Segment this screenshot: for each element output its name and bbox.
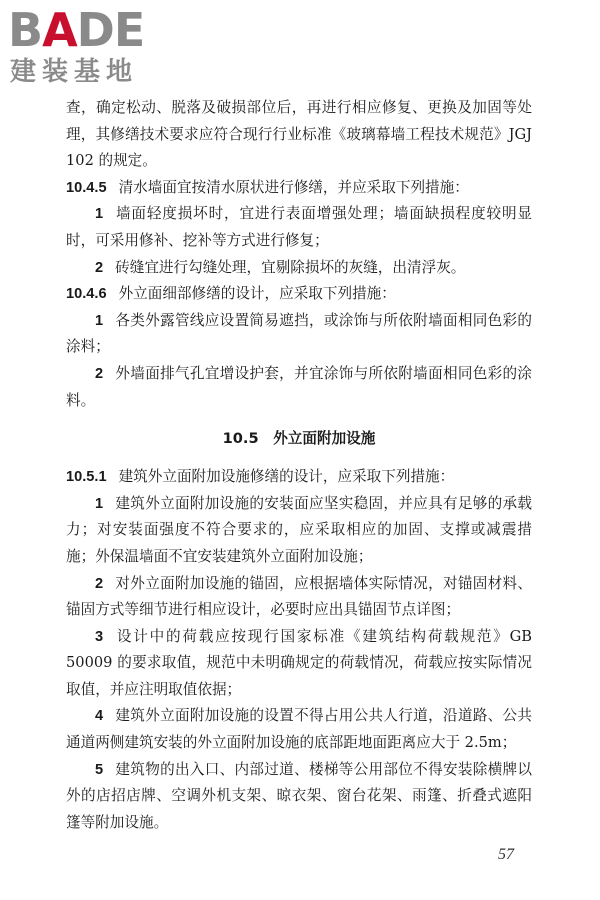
bade-logo (8, 4, 173, 90)
item-text: 砖缝宜进行勾缝处理，宜剔除损坏的灰缝，出清浮灰。 (115, 258, 466, 276)
section-heading-10-5: 10.5 外立面附加设施 (222, 430, 376, 448)
item-text: 外墙面排气孔宜增设护套，并宜涂饰与所依附墙面相同色彩的涂料。 (66, 364, 532, 409)
clause-10-4-5-item-2 (66, 255, 532, 282)
clause-number: 10.4.6 (66, 286, 107, 303)
clause-10-4-6 (66, 281, 532, 308)
clause-10-4-6-item-2 (66, 361, 532, 414)
item-text: 建筑外立面附加设施的安装面应坚实稳固，并应具有足够的承载力；对安装面强度不符合要求的，应采取相应的加固、支撑或减震措施；外保温墙面不宜安装建筑外立面附加设施； (66, 494, 532, 565)
item-number: 1 (95, 495, 104, 512)
item-number: 2 (95, 365, 104, 382)
clause-number: 10.5.1 (66, 469, 107, 486)
item-text: 建筑外立面附加设施的设置不得占用公共人行道，沿道路、公共通道两侧建筑安装的外立面附加设施的底部距地面距离应大于 2.5m； (66, 707, 532, 752)
item-number: 1 (95, 312, 104, 329)
clause-10-5-1-item-2 (66, 571, 532, 624)
clause-number: 10.4.5 (66, 179, 107, 196)
continued-paragraph: 查，确定松动、脱落及破损部位后，再进行相应修复、更换及加固等处理，其修缮技术要求应符合现行行业标准《玻璃幕墙工程技术规范》JGJ 102 的规定。 (66, 99, 532, 170)
clause-text: 清水墙面宜按清水原状进行修缮，并应采取下列措施： (118, 178, 469, 196)
clause-10-5-1-item-1 (66, 491, 532, 571)
clause-10-5-1-item-3 (66, 624, 532, 704)
logo-wordmark: BADE (8, 3, 145, 57)
clause-10-5-1-item-4 (66, 703, 532, 756)
clause-text: 外立面细部修缮的设计，应采取下列措施： (118, 285, 396, 303)
item-number: 4 (95, 708, 104, 725)
item-text: 建筑物的出入口、内部过道、楼梯等公用部位不得安装除横牌以外的店招店牌、空调外机支架、晾衣架、窗台花架、雨篷、折叠式遮阳篷等附加设施。 (66, 760, 532, 831)
clause-10-5-1-item-5 (66, 757, 532, 837)
item-text: 各类外露管线应设置简易遮挡，或涂饰与所依附墙面相同色彩的涂料； (66, 311, 532, 356)
item-number: 2 (95, 259, 104, 276)
item-text: 设计中的荷载应按现行国家标准《建筑结构荷载规范》GB 50009 的要求取值，规范中未明确规定的荷载情况，荷载应按实际情况取值，并应注明取值依据； (66, 627, 532, 698)
clause-10-4-5 (66, 175, 532, 202)
item-number: 3 (95, 628, 104, 645)
clause-10-4-5-item-1 (66, 201, 532, 254)
item-number: 1 (95, 206, 104, 223)
page-number: 57 (498, 846, 514, 863)
item-number: 2 (95, 575, 104, 592)
page-body (66, 95, 532, 836)
clause-10-4-6-item-1 (66, 308, 532, 361)
item-number: 5 (95, 761, 104, 778)
logo-subtitle: 建装基地 (10, 57, 139, 87)
clause-text: 建筑外立面附加设施修缮的设计，应采取下列措施： (118, 468, 455, 486)
clause-10-5-1 (66, 464, 532, 491)
item-text: 对外立面附加设施的锚固，应根据墙体实际情况，对锚固材料、锚固方式等细节进行相应设计，必要时应出具锚固节点详图； (66, 574, 532, 619)
item-text: 墙面轻度损坏时，宜进行表面增强处理；墙面缺损程度较明显时，可采用修补、挖补等方式进行修复； (66, 205, 532, 249)
